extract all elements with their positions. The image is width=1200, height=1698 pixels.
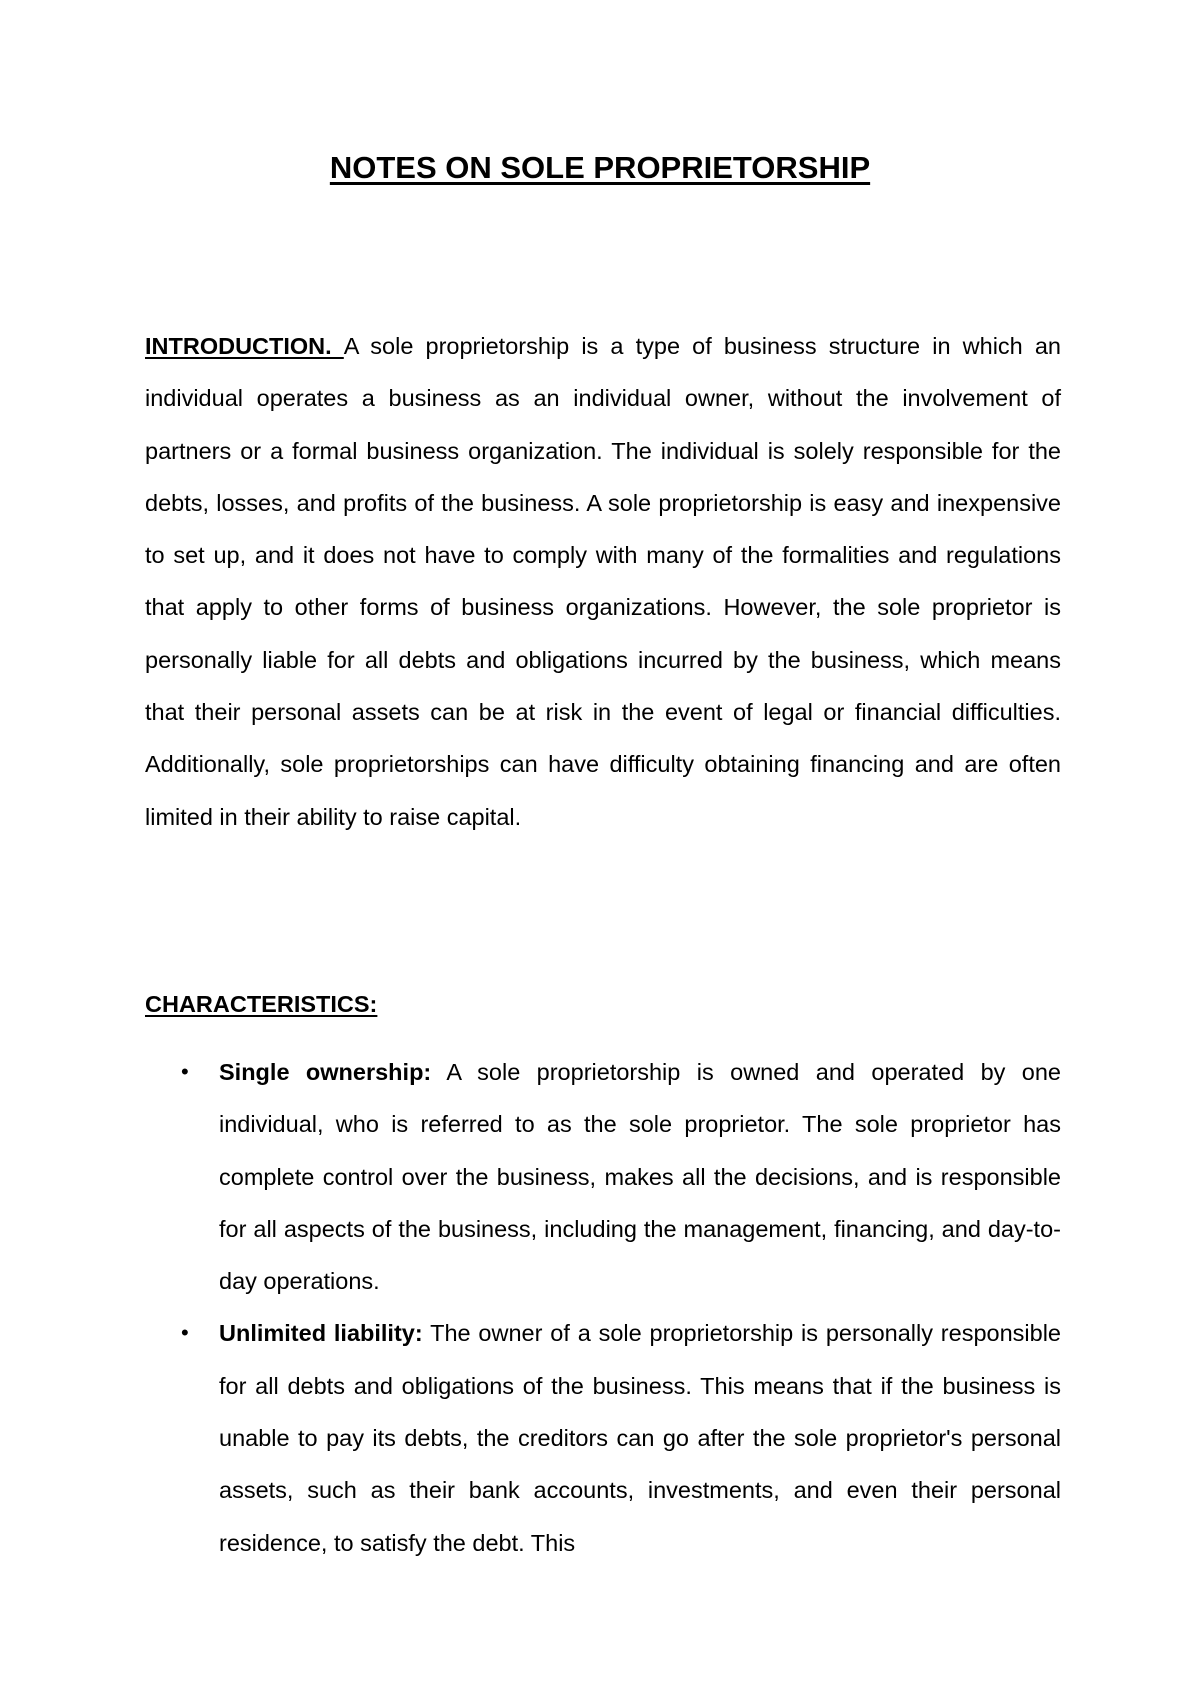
introduction-paragraph <box>145 320 1061 843</box>
introduction-text: A sole proprietorship is a type of business structure in which an individual operates a business as an individual owner, without the involvement of partners or a formal business organization. The individual is solely responsible for the debts, losses, and profits of the business. A sole proprietorship is easy and inexpensive to set up, and it does not have to comply with many of the formalities and regulations that apply to other forms of business organizations. However, the sole proprietor is personally liable for all debts and obligations incurred by the business, which means that their personal assets can be at risk in the event of legal or financial difficulties. Additionally, sole proprietorships can have difficulty obtaining financing and are often limited in their ability to raise capital. <box>145 333 1061 830</box>
characteristic-term: Unlimited liability: <box>219 1320 423 1347</box>
bullet-icon: • <box>181 1059 189 1084</box>
characteristics-list <box>145 1046 1061 1569</box>
characteristics-heading: CHARACTERISTICS: <box>145 991 378 1017</box>
list-item <box>145 1307 1061 1568</box>
page-title: NOTES ON SOLE PROPRIETORSHIP <box>329 150 871 185</box>
characteristic-text: A sole proprietorship is owned and operated by one individual, who is referred to as the sole proprietor. The sole proprietor has complete control over the business, makes all the decisions, and is responsible for all aspects of the business, including the management, financing, and day-to-day operations. <box>219 1059 1061 1295</box>
introduction-label: INTRODUCTION. <box>145 333 344 359</box>
characteristic-text: The owner of a sole proprietorship is personally responsible for all debts and obligations of the business. This means that if the business is unable to pay its debts, the creditors can go after the sole proprietor's personal assets, such as their bank accounts, investments, and even their personal residence, to satisfy the debt. This <box>219 1320 1061 1556</box>
list-item <box>145 1046 1061 1307</box>
bullet-icon: • <box>181 1320 189 1346</box>
characteristic-term: Single ownership: <box>219 1059 432 1085</box>
